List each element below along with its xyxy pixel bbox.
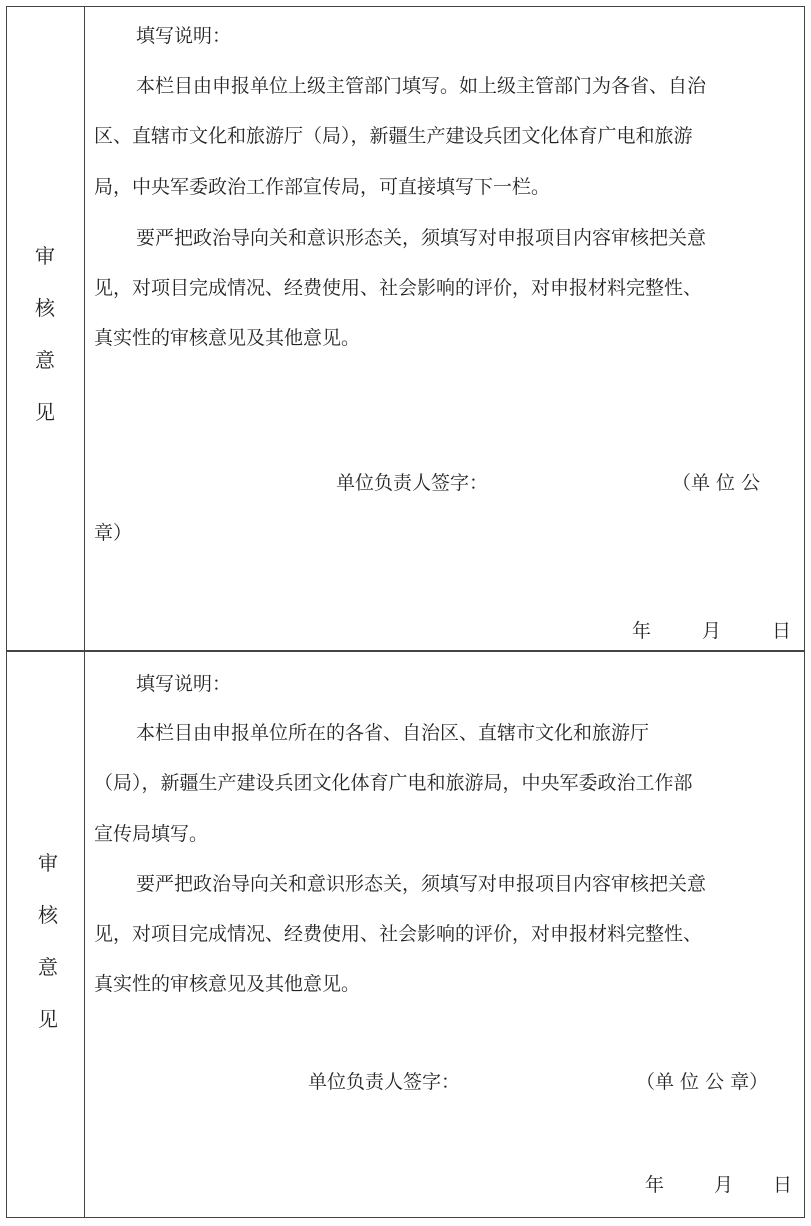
section2-para1-line: 本栏目由申报单位所在的各省、自治区、直辖市文化和旅游厅: [136, 722, 650, 744]
top-border: [6, 6, 805, 7]
section1-para1-line: 局，中央军委政治工作部宣传局，可直接填写下一栏。: [94, 176, 551, 198]
section2-para1-line: （局），新疆生产建设兵团文化体育广电和旅游局，中央军委政治工作部: [94, 772, 693, 794]
section1-label-char: 审: [35, 244, 55, 268]
section2-para2-line: 真实性的审核意见及其他意见。: [94, 973, 361, 995]
bottom-border: [6, 1217, 805, 1218]
section1-para2-line: 见，对项目完成情况、经费使用、社会影响的评价，对申报材料完整性、: [94, 277, 703, 299]
section1-date-day: 日: [772, 620, 792, 642]
section2-date-day: 日: [773, 1174, 793, 1196]
section1-label-char: 意: [35, 348, 55, 372]
section2-para2-line: 要严把政治导向关和意识形态关，须填写对申报项目内容审核把关意: [136, 873, 707, 895]
left-border: [6, 6, 7, 1218]
section1-label-char: 见: [35, 400, 55, 424]
section2-label-char: 见: [38, 1007, 58, 1031]
section2-para1-line: 宣传局填写。: [94, 823, 209, 845]
section1-seal-label: （单 位 公: [672, 472, 761, 494]
section2-seal-label: （单 位 公 章）: [636, 1071, 769, 1093]
column-divider: [84, 6, 85, 1218]
section2-instructions-title: 填写说明：: [136, 673, 232, 695]
section1-instructions-title: 填写说明：: [136, 25, 232, 47]
right-border: [804, 6, 805, 1218]
section1-date-year: 年: [632, 620, 652, 642]
section1-para2-line: 真实性的审核意见及其他意见。: [94, 327, 361, 349]
section2-para2-line: 见，对项目完成情况、经费使用、社会影响的评价，对申报材料完整性、: [94, 923, 703, 945]
section2-date-month: 月: [714, 1174, 734, 1196]
section2-date-year: 年: [645, 1174, 665, 1196]
section2-signature-label: 单位负责人签字：: [308, 1071, 461, 1093]
section1-seal-label-end: 章）: [94, 522, 133, 544]
section1-para1-line: 区、直辖市文化和旅游厅（局），新疆生产建设兵团文化体育广电和旅游: [94, 125, 693, 147]
section1-date-month: 月: [702, 620, 722, 642]
section1-signature-label: 单位负责人签字：: [336, 472, 489, 494]
section2-label-char: 意: [38, 955, 58, 979]
section1-para2-line: 要严把政治导向关和意识形态关，须填写对申报项目内容审核把关意: [136, 227, 707, 249]
section2-label-char: 核: [38, 903, 58, 927]
row-divider: [6, 650, 805, 652]
section1-para1-line: 本栏目由申报单位上级主管部门填写。如上级主管部门为各省、自治: [136, 75, 707, 97]
section1-label-char: 核: [35, 296, 55, 320]
section2-label-char: 审: [38, 851, 58, 875]
